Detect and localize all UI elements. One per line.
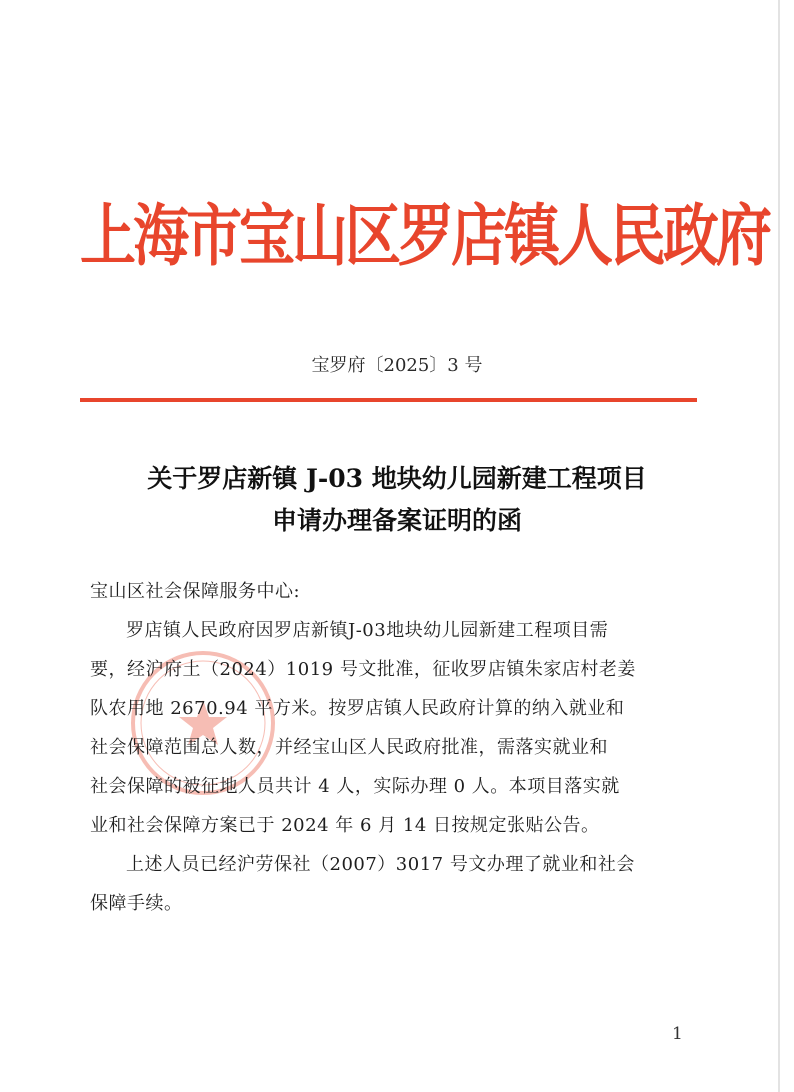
paragraph-line: 业和社会保障方案已于 2024 年 6 月 14 日按规定张贴公告。: [90, 815, 600, 836]
addressee-text: 宝山区社会保障服务中心:: [90, 581, 301, 602]
title-line-1: 关于罗店新镇 J-03 地块幼儿园新建工程项目: [147, 464, 647, 493]
page-number: 1: [672, 1024, 683, 1044]
page-edge: [778, 0, 780, 1092]
paragraph-line: 保障手续。: [90, 893, 183, 914]
addressee: [90, 572, 700, 611]
paragraph-2: [90, 845, 700, 923]
paragraph-line: 队农用地 2670.94 平方米。按罗店镇人民政府计算的纳入就业和: [90, 698, 625, 719]
paragraph-1: [90, 611, 700, 845]
paragraph-line: 罗店镇人民政府因罗店新镇J-03地块幼儿园新建工程项目需: [126, 620, 609, 641]
paragraph-line: 上述人员已经沪劳保社（2007）3017 号文办理了就业和社会: [126, 854, 635, 875]
paragraph-line: 要，经沪府土（2024）1019 号文批准，征收罗店镇朱家店村老姜: [90, 659, 636, 680]
title-line-2: 申请办理备案证明的函: [271, 506, 522, 535]
document-number: 宝罗府〔2025〕3 号: [311, 355, 483, 376]
masthead: 上海市宝山区罗店镇人民政府: [80, 196, 769, 276]
red-divider: [80, 398, 697, 402]
letter-body: [90, 572, 700, 923]
document-title: [0, 458, 794, 542]
paragraph-line: 社会保障范围总人数，并经宝山区人民政府批准，需落实就业和: [90, 737, 608, 758]
paragraph-line: 社会保障的被征地人员共计 4 人，实际办理 0 人。本项目落实就: [90, 776, 620, 797]
